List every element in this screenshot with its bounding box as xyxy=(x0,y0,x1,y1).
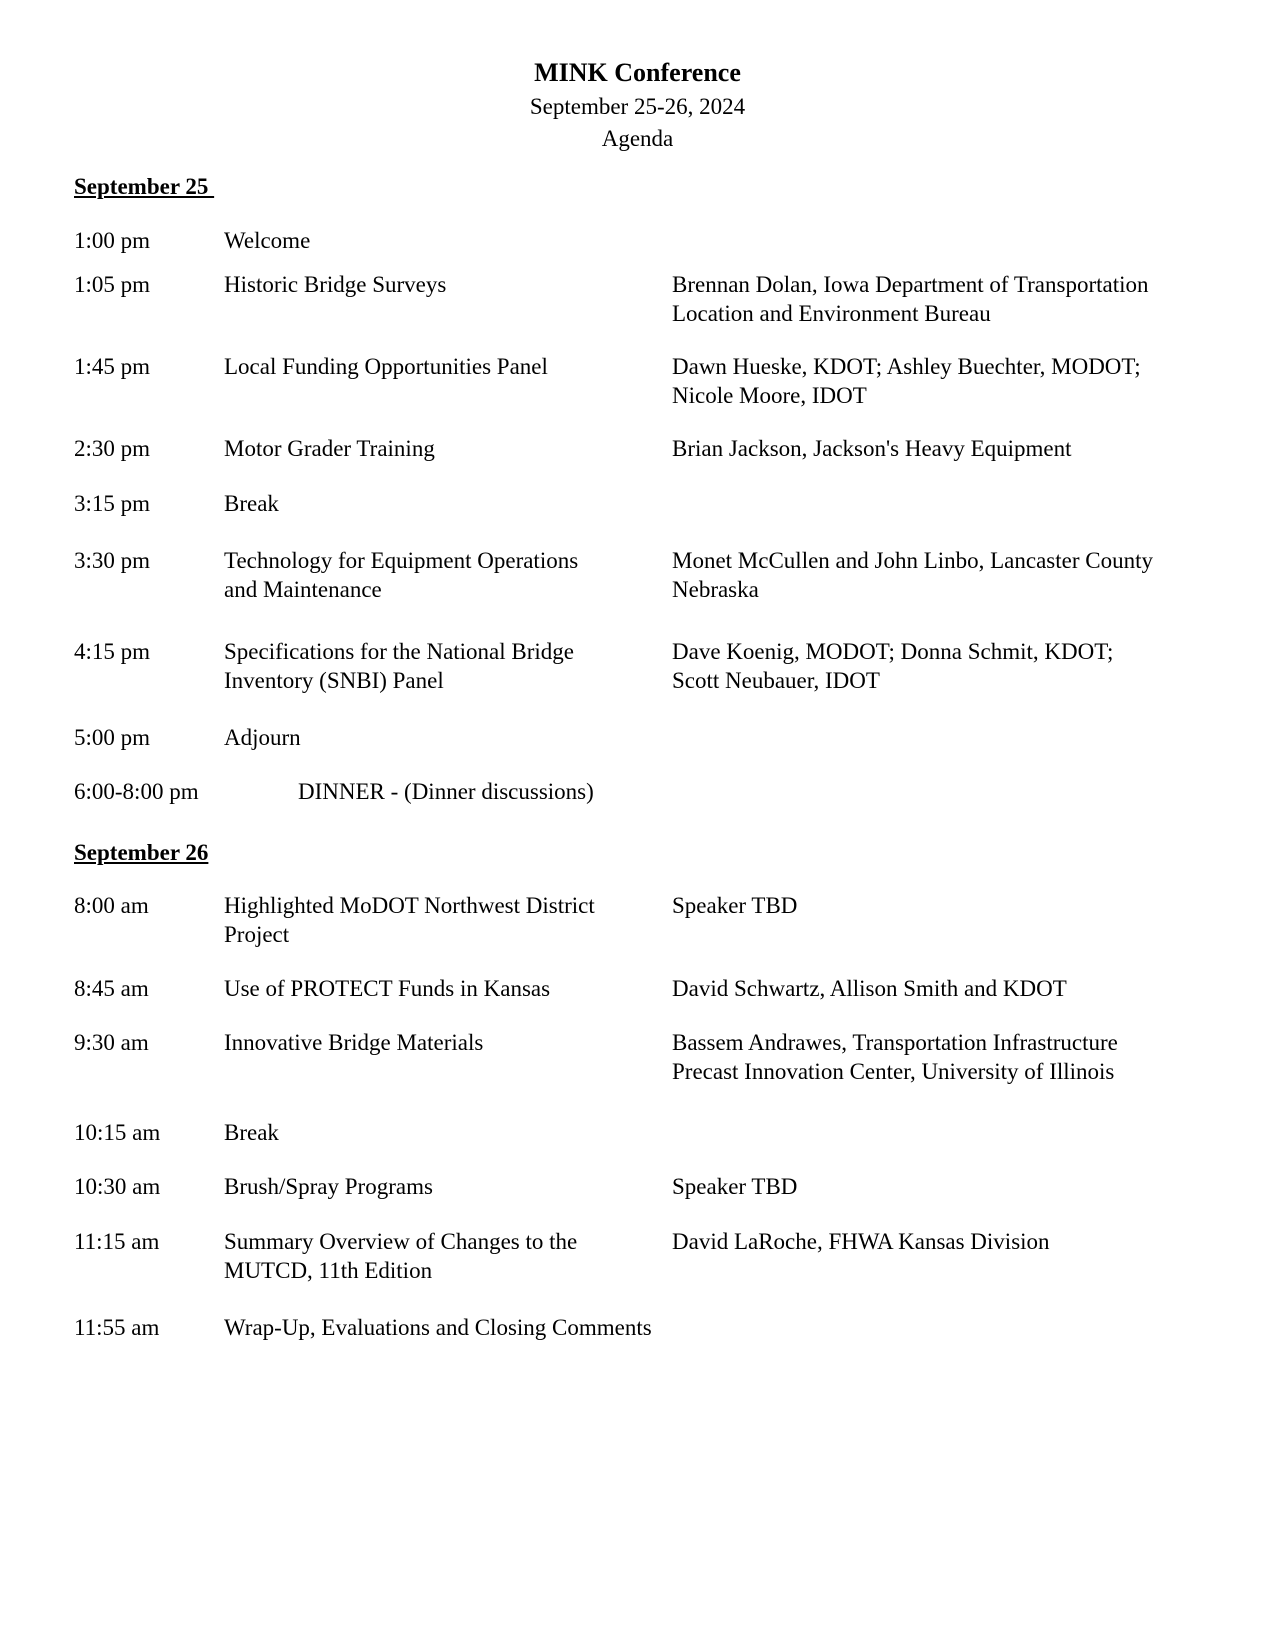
day-heading: September 26 xyxy=(74,840,209,865)
session-topic xyxy=(224,974,644,1003)
session-speaker xyxy=(672,974,1232,1003)
speaker-line: David Schwartz, Allison Smith and KDOT xyxy=(672,976,1067,1001)
topic-line: Technology for Equipment Operations xyxy=(224,548,579,573)
session-time: 3:15 pm xyxy=(74,491,151,516)
topic-line: MUTCD, 11th Edition xyxy=(224,1258,433,1283)
session-topic xyxy=(224,226,1024,255)
speaker-line: David LaRoche, FHWA Kansas Division xyxy=(672,1229,1050,1254)
topic-line: Inventory (SNBI) Panel xyxy=(224,668,444,693)
session-topic xyxy=(224,489,1024,518)
speaker-line: Dawn Hueske, KDOT; Ashley Buechter, MODOT; xyxy=(672,354,1141,379)
topic-line: Local Funding Opportunities Panel xyxy=(224,354,548,379)
speaker-line: Nicole Moore, IDOT xyxy=(672,383,867,408)
speaker-line: Bassem Andrawes, Transportation Infrastructure xyxy=(672,1030,1118,1055)
session-time: 4:15 pm xyxy=(74,639,151,664)
session-time: 3:30 pm xyxy=(74,548,151,573)
session-topic xyxy=(224,1227,644,1285)
conference-dates: September 25-26, 2024 xyxy=(529,94,746,119)
session-speaker xyxy=(672,637,1232,695)
session-topic xyxy=(224,1118,1024,1147)
session-speaker xyxy=(672,891,1232,920)
session-speaker xyxy=(672,546,1232,604)
speaker-line: Scott Neubauer, IDOT xyxy=(672,668,880,693)
session-speaker xyxy=(672,352,1232,410)
session-speaker xyxy=(672,1172,1232,1201)
topic-line: Wrap-Up, Evaluations and Closing Comments xyxy=(224,1315,652,1340)
session-speaker xyxy=(672,1028,1232,1086)
session-speaker xyxy=(672,1227,1232,1256)
topic-line: Welcome xyxy=(224,228,311,253)
topic-line: Break xyxy=(224,491,279,516)
topic-line: Motor Grader Training xyxy=(224,436,435,461)
topic-line: Use of PROTECT Funds in Kansas xyxy=(224,976,551,1001)
session-time: 5:00 pm xyxy=(74,725,151,750)
session-time: 1:05 pm xyxy=(74,272,151,297)
session-time: 10:15 am xyxy=(74,1120,161,1145)
session-time: 1:45 pm xyxy=(74,354,151,379)
session-time: 8:00 am xyxy=(74,893,149,918)
topic-line: Project xyxy=(224,922,290,947)
topic-line: Summary Overview of Changes to the xyxy=(224,1229,578,1254)
session-topic xyxy=(298,777,998,806)
session-time: 2:30 pm xyxy=(74,436,151,461)
speaker-line: Speaker TBD xyxy=(672,893,798,918)
session-time: 6:00-8:00 pm xyxy=(74,779,199,804)
session-speaker xyxy=(672,434,1232,463)
speaker-line: Nebraska xyxy=(672,577,759,602)
session-topic xyxy=(224,546,644,604)
topic-line: Break xyxy=(224,1120,279,1145)
topic-line: and Maintenance xyxy=(224,577,382,602)
speaker-line: Brennan Dolan, Iowa Department of Transportation xyxy=(672,272,1149,297)
agenda-subtitle: Agenda xyxy=(601,126,674,151)
speaker-line: Location and Environment Bureau xyxy=(672,301,991,326)
session-topic xyxy=(224,270,644,299)
session-time: 9:30 am xyxy=(74,1030,149,1055)
session-topic xyxy=(224,723,1024,752)
speaker-line: Precast Innovation Center, University of Illinois xyxy=(672,1059,1115,1084)
speaker-line: Dave Koenig, MODOT; Donna Schmit, KDOT; xyxy=(672,639,1114,664)
session-time: 1:00 pm xyxy=(74,228,151,253)
topic-line: Brush/Spray Programs xyxy=(224,1174,433,1199)
topic-line: Highlighted MoDOT Northwest District xyxy=(224,893,595,918)
topic-line: Historic Bridge Surveys xyxy=(224,272,447,297)
session-topic xyxy=(224,352,644,381)
session-speaker xyxy=(672,270,1232,328)
day-heading: September 25 xyxy=(74,174,215,199)
session-topic xyxy=(224,891,644,949)
session-time: 8:45 am xyxy=(74,976,149,1001)
session-topic xyxy=(224,1313,1024,1342)
topic-line: DINNER - (Dinner discussions) xyxy=(298,779,594,804)
session-topic xyxy=(224,1028,644,1057)
session-topic xyxy=(224,1172,644,1201)
topic-line: Adjourn xyxy=(224,725,301,750)
session-topic xyxy=(224,637,644,695)
topic-line: Innovative Bridge Materials xyxy=(224,1030,484,1055)
topic-line: Specifications for the National Bridge xyxy=(224,639,575,664)
speaker-line: Monet McCullen and John Linbo, Lancaster County xyxy=(672,548,1154,573)
conference-title: MINK Conference xyxy=(534,58,741,87)
speaker-line: Brian Jackson, Jackson's Heavy Equipment xyxy=(672,436,1072,461)
session-topic xyxy=(224,434,644,463)
speaker-line: Speaker TBD xyxy=(672,1174,798,1199)
session-time: 11:55 am xyxy=(74,1315,160,1340)
session-time: 10:30 am xyxy=(74,1174,161,1199)
session-time: 11:15 am xyxy=(74,1229,160,1254)
